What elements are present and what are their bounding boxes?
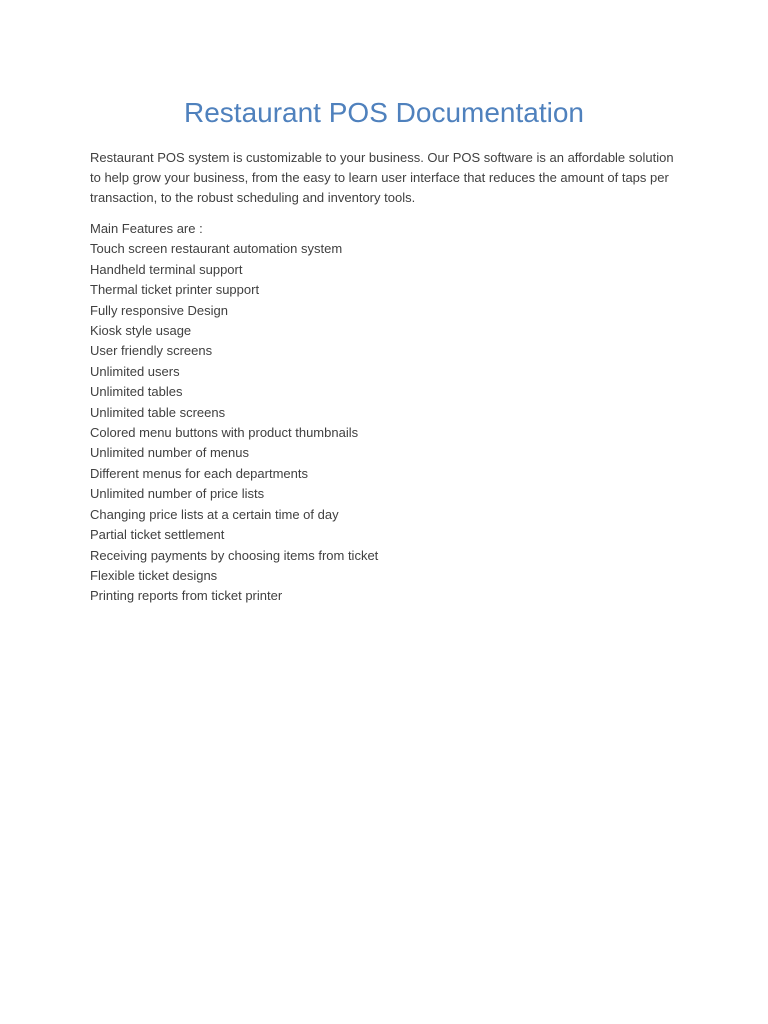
list-item: Partial ticket settlement bbox=[90, 527, 225, 543]
features-heading: Main Features are : bbox=[90, 221, 203, 236]
list-item: Unlimited number of menus bbox=[90, 445, 249, 461]
list-item: Receiving payments by choosing items from ticket bbox=[90, 547, 379, 563]
list-item: Fully responsive Design bbox=[90, 302, 229, 318]
list-item: Handheld terminal support bbox=[90, 261, 243, 277]
list-item: Thermal ticket printer support bbox=[90, 282, 260, 298]
features-list bbox=[90, 219, 680, 607]
list-item: Unlimited table screens bbox=[90, 404, 226, 420]
list-item: Flexible ticket designs bbox=[90, 567, 218, 583]
list-item: Unlimited number of price lists bbox=[90, 486, 265, 502]
list-item: Unlimited tables bbox=[90, 384, 183, 400]
list-item: Unlimited users bbox=[90, 363, 180, 379]
list-item: Different menus for each departments bbox=[90, 465, 308, 481]
list-item: Kiosk style usage bbox=[90, 323, 192, 339]
list-item: User friendly screens bbox=[90, 343, 213, 359]
list-item: Printing reports from ticket printer bbox=[90, 588, 283, 604]
list-item: Changing price lists at a certain time of day bbox=[90, 506, 339, 522]
list-item: Colored menu buttons with product thumbnails bbox=[90, 425, 359, 441]
intro-paragraph: Restaurant POS system is customizable to your business. Our POS software is an affordable solution to help grow your business, from the easy to learn user interface that reduces the amount of taps per transaction, to the robust scheduling and inventory tools. bbox=[90, 150, 674, 206]
page-title: Restaurant POS Documentation bbox=[184, 97, 584, 128]
list-item: Touch screen restaurant automation system bbox=[90, 241, 343, 257]
